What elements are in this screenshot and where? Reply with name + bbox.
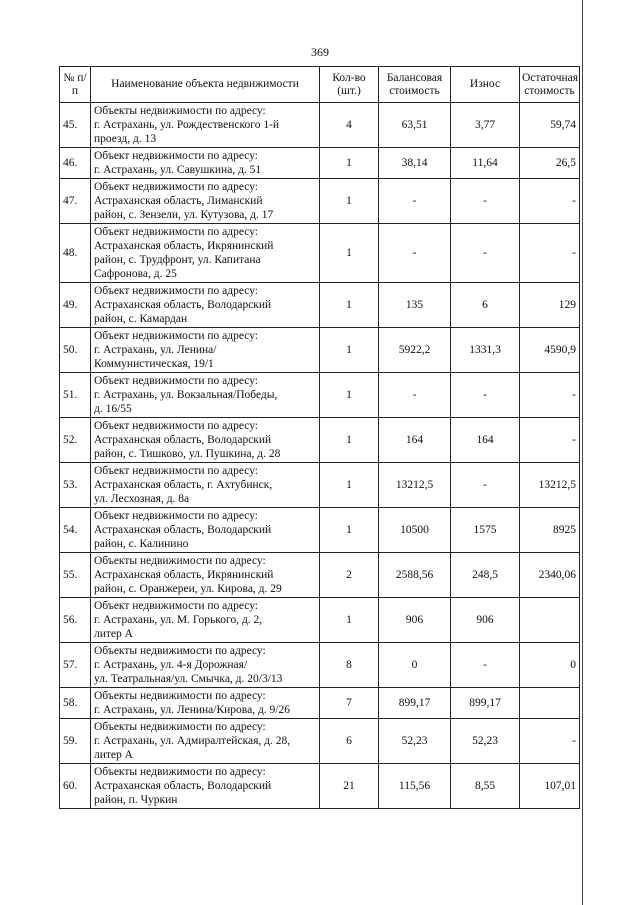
object-name-line: Объект недвижимости по адресу:	[94, 420, 258, 432]
residual-cell: 8925	[520, 508, 580, 553]
wear-cell: 899,17	[451, 688, 520, 719]
header-row	[60, 67, 580, 103]
quantity-cell: 1	[320, 418, 379, 463]
table-body	[60, 103, 580, 809]
table-row	[60, 598, 580, 643]
table-row	[60, 283, 580, 328]
quantity-cell: 2	[320, 553, 379, 598]
object-name-line: Коммунистическая, 19/1	[94, 358, 214, 370]
balance-cell: 906	[379, 598, 451, 643]
row-number: 56.	[60, 598, 91, 643]
wear-cell: 8,55	[451, 764, 520, 809]
header-wear: Износ	[451, 67, 520, 103]
table-row	[60, 328, 580, 373]
quantity-cell: 6	[320, 719, 379, 764]
balance-cell: 63,51	[379, 103, 451, 148]
object-name-line: г. Астрахань, ул. М. Горького, д. 2,	[94, 614, 263, 626]
table-row	[60, 418, 580, 463]
object-name	[91, 224, 320, 283]
object-name-line: г. Астрахань, ул. Рождественского 1-й	[94, 119, 280, 131]
object-name-line: район, с. Оранжереи, ул. Кирова, д. 29	[94, 583, 282, 595]
object-name	[91, 463, 320, 508]
object-name-line: г. Астрахань, ул. Вокзальная/Победы,	[94, 389, 278, 401]
wear-cell: 164	[451, 418, 520, 463]
wear-cell: 1575	[451, 508, 520, 553]
wear-cell: 11,64	[451, 148, 520, 179]
table-row	[60, 719, 580, 764]
quantity-cell: 1	[320, 148, 379, 179]
object-name-line: Объекты недвижимости по адресу:	[94, 555, 266, 567]
object-name-line: Объекты недвижимости по адресу:	[94, 766, 266, 778]
object-name-line: ул. Театральная/ул. Смычка, д. 20/3/13	[94, 673, 283, 685]
object-name-line: Объект недвижимости по адресу:	[94, 465, 258, 477]
row-number: 52.	[60, 418, 91, 463]
wear-cell: 906	[451, 598, 520, 643]
object-name	[91, 283, 320, 328]
row-number: 46.	[60, 148, 91, 179]
object-name	[91, 764, 320, 809]
object-name	[91, 688, 320, 719]
balance-cell: 38,14	[379, 148, 451, 179]
object-name-line: Астраханская область, Лиманский	[94, 195, 263, 207]
table-row	[60, 373, 580, 418]
object-name-line: район, с. Зензели, ул. Кутузова, д. 17	[94, 209, 274, 221]
balance-cell: 899,17	[379, 688, 451, 719]
quantity-cell: 8	[320, 643, 379, 688]
header-name: Наименование объекта недвижимости	[91, 67, 320, 103]
row-number: 47.	[60, 179, 91, 224]
object-name	[91, 553, 320, 598]
table-row	[60, 508, 580, 553]
object-name-line: Астраханская область, Икрянинский	[94, 569, 274, 581]
table-row	[60, 764, 580, 809]
residual-cell: 107,01	[520, 764, 580, 809]
quantity-cell: 1	[320, 598, 379, 643]
object-name-line: д. 16/55	[94, 403, 132, 415]
object-name-line: Объект недвижимости по адресу:	[94, 150, 258, 162]
object-name-line: г. Астрахань, ул. 4-я Дорожная/	[94, 659, 248, 671]
object-name-line: район, с. Камардан	[94, 313, 188, 325]
quantity-cell: 1	[320, 283, 379, 328]
balance-cell: 135	[379, 283, 451, 328]
wear-cell: -	[451, 643, 520, 688]
quantity-cell: 1	[320, 463, 379, 508]
object-name-line: Объект недвижимости по адресу:	[94, 510, 258, 522]
object-name-line: Объекты недвижимости по адресу:	[94, 721, 266, 733]
object-name	[91, 598, 320, 643]
balance-cell: 0	[379, 643, 451, 688]
quantity-cell: 4	[320, 103, 379, 148]
wear-cell: -	[451, 179, 520, 224]
object-name-line: Объекты недвижимости по адресу:	[94, 690, 266, 702]
object-name-line: Объект недвижимости по адресу:	[94, 330, 258, 342]
object-name-line: ул. Лесхозная, д. 8а	[94, 493, 190, 505]
quantity-cell: 1	[320, 179, 379, 224]
wear-cell: 3,77	[451, 103, 520, 148]
balance-cell: -	[379, 224, 451, 283]
wear-cell: -	[451, 224, 520, 283]
quantity-cell: 21	[320, 764, 379, 809]
object-name-line: Объект недвижимости по адресу:	[94, 375, 258, 387]
object-name-line: Астраханская область, Володарский	[94, 299, 272, 311]
row-number: 57.	[60, 643, 91, 688]
residual-cell: -	[520, 418, 580, 463]
row-number: 59.	[60, 719, 91, 764]
page-number: 369	[311, 45, 329, 59]
object-name-line: г. Астрахань, ул. Савушкина, д. 51	[94, 164, 262, 176]
object-name-line: проезд, д. 13	[94, 133, 157, 145]
balance-cell: 115,56	[379, 764, 451, 809]
property-table	[59, 66, 580, 809]
object-name-line: район, с. Тишково, ул. Пушкина, д. 28	[94, 448, 281, 460]
balance-cell: -	[379, 373, 451, 418]
object-name-line: Объект недвижимости по адресу:	[94, 600, 258, 612]
quantity-cell: 7	[320, 688, 379, 719]
object-name-line: г. Астрахань, ул. Ленина/Кирова, д. 9/26	[94, 704, 290, 716]
quantity-cell: 1	[320, 224, 379, 283]
balance-cell: 13212,5	[379, 463, 451, 508]
object-name	[91, 179, 320, 224]
object-name	[91, 328, 320, 373]
table-row	[60, 179, 580, 224]
object-name	[91, 103, 320, 148]
row-number: 50.	[60, 328, 91, 373]
row-number: 58.	[60, 688, 91, 719]
object-name-line: Астраханская область, Володарский	[94, 434, 272, 446]
row-number: 54.	[60, 508, 91, 553]
residual-cell: 129	[520, 283, 580, 328]
wear-cell: -	[451, 373, 520, 418]
object-name	[91, 508, 320, 553]
object-name-line: район, с. Трудфронт, ул. Капитана	[94, 254, 261, 266]
table-row	[60, 224, 580, 283]
object-name-line: Астраханская область, Володарский	[94, 780, 272, 792]
quantity-cell: 1	[320, 508, 379, 553]
wear-cell: 52,23	[451, 719, 520, 764]
residual-cell: -	[520, 719, 580, 764]
balance-cell: 2588,56	[379, 553, 451, 598]
object-name-line: Астраханская область, Володарский	[94, 524, 272, 536]
row-number: 48.	[60, 224, 91, 283]
object-name	[91, 373, 320, 418]
object-name-line: Объекты недвижимости по адресу:	[94, 645, 266, 657]
balance-cell: -	[379, 179, 451, 224]
header-num: № п/п	[60, 67, 91, 103]
object-name-line: район, с. Калинино	[94, 538, 189, 550]
header-qty: Кол-во (шт.)	[320, 67, 379, 103]
object-name-line: Астраханская область, г. Ахтубинск,	[94, 479, 273, 491]
residual-cell: 2340,06	[520, 553, 580, 598]
object-name-line: литер А	[94, 749, 133, 761]
header-residual: Остаточная стоимость	[520, 67, 580, 103]
residual-cell: 4590,9	[520, 328, 580, 373]
table-row	[60, 553, 580, 598]
residual-cell: -	[520, 179, 580, 224]
object-name	[91, 719, 320, 764]
residual-cell: 13212,5	[520, 463, 580, 508]
object-name-line: г. Астрахань, ул. Адмиралтейская, д. 28,	[94, 735, 291, 747]
table-row	[60, 103, 580, 148]
wear-cell: 1331,3	[451, 328, 520, 373]
object-name	[91, 148, 320, 179]
object-name-line: Сафронова, д. 25	[94, 268, 177, 280]
residual-cell: 0	[520, 643, 580, 688]
balance-cell: 10500	[379, 508, 451, 553]
wear-cell: 6	[451, 283, 520, 328]
object-name-line: Астраханская область, Икрянинский	[94, 240, 274, 252]
table-row	[60, 148, 580, 179]
row-number: 45.	[60, 103, 91, 148]
wear-cell: 248,5	[451, 553, 520, 598]
margin-line	[582, 0, 583, 905]
object-name	[91, 643, 320, 688]
object-name	[91, 418, 320, 463]
balance-cell: 5922,2	[379, 328, 451, 373]
residual-cell: -	[520, 224, 580, 283]
balance-cell: 164	[379, 418, 451, 463]
object-name-line: Объект недвижимости по адресу:	[94, 181, 258, 193]
table-row	[60, 643, 580, 688]
quantity-cell: 1	[320, 328, 379, 373]
table-row	[60, 463, 580, 508]
table-row	[60, 688, 580, 719]
row-number: 60.	[60, 764, 91, 809]
residual-cell: 59,74	[520, 103, 580, 148]
balance-cell: 52,23	[379, 719, 451, 764]
object-name-line: район, п. Чуркин	[94, 794, 178, 806]
residual-cell	[520, 598, 580, 643]
object-name-line: Объект недвижимости по адресу:	[94, 226, 258, 238]
wear-cell: -	[451, 463, 520, 508]
quantity-cell: 1	[320, 373, 379, 418]
object-name-line: Объекты недвижимости по адресу:	[94, 105, 266, 117]
object-name-line: г. Астрахань, ул. Ленина/	[94, 344, 217, 356]
row-number: 53.	[60, 463, 91, 508]
residual-cell: -	[520, 373, 580, 418]
row-number: 55.	[60, 553, 91, 598]
object-name-line: Объект недвижимости по адресу:	[94, 285, 258, 297]
object-name-line: литер А	[94, 628, 133, 640]
row-number: 51.	[60, 373, 91, 418]
residual-cell	[520, 688, 580, 719]
row-number: 49.	[60, 283, 91, 328]
header-balance: Балансовая стоимость	[379, 67, 451, 103]
residual-cell: 26,5	[520, 148, 580, 179]
